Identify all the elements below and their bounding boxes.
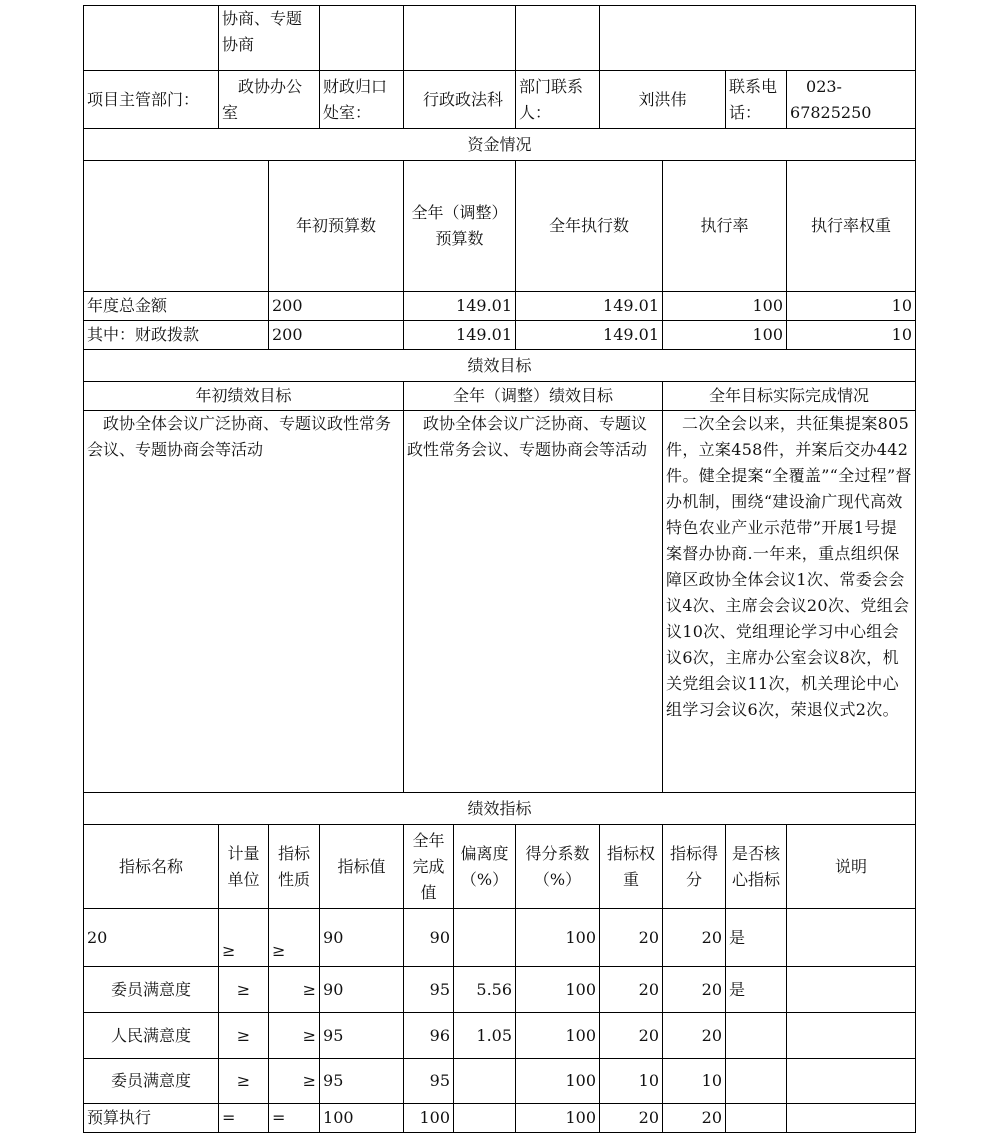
goals-header-initial: 年初绩效目标 (84, 382, 404, 411)
funds-row (84, 292, 916, 321)
ind-row-value: 90 (320, 967, 404, 1013)
project-row (84, 6, 916, 71)
goals-header-actual: 全年目标实际完成情况 (663, 382, 916, 411)
ind-row-deviation: 5.56 (454, 967, 516, 1013)
funds-header-adjusted: 全年（调整）预算数 (404, 161, 516, 292)
ind-row-coef: 100 (516, 967, 600, 1013)
ind-row-coef: 100 (516, 1013, 600, 1059)
ind-row-note (787, 1013, 916, 1059)
ind-row-nature: ≥ (269, 1059, 320, 1104)
ind-row-score: 20 (663, 967, 726, 1013)
ind-row-nature: ≥ (269, 1013, 320, 1059)
ind-header-weight: 指标权重 (600, 825, 663, 909)
ind-row-name: 20 (84, 909, 219, 967)
goals-adjusted-text: 政协全体会议广泛协商、专题议政性常务会议、专题协商会等活动 (404, 411, 663, 793)
funds-row-rate: 100 (663, 321, 787, 350)
project-cell-empty (600, 6, 916, 71)
ind-row-completed: 95 (404, 967, 454, 1013)
ind-row-weight: 20 (600, 967, 663, 1013)
ind-row-unit: = (219, 1104, 269, 1133)
indicator-row (84, 1104, 916, 1133)
ind-row-unit: ≥ (219, 909, 269, 967)
project-cell-empty (404, 6, 516, 71)
phone-value: 023-67825250 (787, 71, 916, 129)
ind-row-name: 预算执行 (84, 1104, 219, 1133)
funds-header-weight: 执行率权重 (787, 161, 916, 292)
funds-row-adjusted: 149.01 (404, 292, 516, 321)
ind-row-unit: ≥ (219, 1059, 269, 1104)
ind-header-nature: 指标性质 (269, 825, 320, 909)
ind-row-coef: 100 (516, 1104, 600, 1133)
funds-header-rate: 执行率 (663, 161, 787, 292)
funds-section-title: 资金情况 (84, 129, 916, 161)
goals-section-title: 绩效目标 (84, 350, 916, 382)
dept-label: 项目主管部门： (84, 71, 219, 129)
phone-label: 联系电话： (726, 71, 787, 129)
indicators-header-row (84, 825, 916, 909)
ind-row-value: 100 (320, 1104, 404, 1133)
ind-row-coef: 100 (516, 909, 600, 967)
ind-row-completed: 95 (404, 1059, 454, 1104)
ind-header-name: 指标名称 (84, 825, 219, 909)
funds-row-label: 年度总金额 (84, 292, 269, 321)
dept-value: 政协办公室 (219, 71, 320, 129)
ind-row-completed: 96 (404, 1013, 454, 1059)
ind-row-name: 委员满意度 (84, 967, 219, 1013)
performance-table (83, 5, 916, 1133)
goals-actual-text: 二次全会以来，共征集提案805件，立案458件，并案后交办442件。健全提案“全覆盖”“全过程”督办机制，围绕“建设渝广现代高效特色农业产业示范带”开展1号提案督办协商.一年来，重点组织保障区政协全体会议1次、常委会会议4次、主席会会议20次、党组会议10次、党组理论学习中心组会议6次，主席办公室会议8次，机关党组会议11次，机关理论中心组学习会议6次，荣退仪式2次。 (663, 411, 916, 793)
ind-header-core: 是否核心指标 (726, 825, 787, 909)
goals-content-row (84, 411, 916, 793)
funds-header-initial: 年初预算数 (269, 161, 404, 292)
goals-section-row (84, 350, 916, 382)
funds-row-adjusted: 149.01 (404, 321, 516, 350)
funds-row-weight: 10 (787, 292, 916, 321)
ind-row-weight: 20 (600, 909, 663, 967)
ind-row-deviation: 1.05 (454, 1013, 516, 1059)
ind-row-completed: 90 (404, 909, 454, 967)
ind-row-unit: ≥ (219, 1013, 269, 1059)
finance-value: 行政政法科 (404, 71, 516, 129)
project-cell-empty (84, 6, 219, 71)
ind-row-weight: 20 (600, 1013, 663, 1059)
indicators-section-row (84, 793, 916, 825)
ind-row-score: 20 (663, 1013, 726, 1059)
ind-row-score: 10 (663, 1059, 726, 1104)
ind-row-nature: ≥ (269, 967, 320, 1013)
ind-row-unit: ≥ (219, 967, 269, 1013)
ind-row-note (787, 967, 916, 1013)
ind-row-weight: 20 (600, 1104, 663, 1133)
contact-label: 部门联系人： (516, 71, 600, 129)
ind-row-core (726, 1013, 787, 1059)
funds-row-executed: 149.01 (516, 292, 663, 321)
ind-row-value: 90 (320, 909, 404, 967)
indicator-row (84, 1013, 916, 1059)
ind-row-coef: 100 (516, 1059, 600, 1104)
funds-header-executed: 全年执行数 (516, 161, 663, 292)
ind-header-completed: 全年完成值 (404, 825, 454, 909)
ind-row-completed: 100 (404, 1104, 454, 1133)
finance-label: 财政归口处室： (320, 71, 404, 129)
indicators-section-title: 绩效指标 (84, 793, 916, 825)
ind-row-nature: = (269, 1104, 320, 1133)
indicator-row (84, 909, 916, 967)
goals-header-adjusted: 全年（调整）绩效目标 (404, 382, 663, 411)
ind-row-deviation (454, 909, 516, 967)
project-name-cont: 协商、专题协商 (219, 6, 320, 71)
ind-header-value: 指标值 (320, 825, 404, 909)
goals-initial-text: 政协全体会议广泛协商、专题议政性常务会议、专题协商会等活动 (84, 411, 404, 793)
ind-row-score: 20 (663, 1104, 726, 1133)
contact-value: 刘洪伟 (600, 71, 726, 129)
funds-row (84, 321, 916, 350)
ind-header-note: 说明 (787, 825, 916, 909)
funds-header-empty (84, 161, 269, 292)
ind-header-coef: 得分系数（%） (516, 825, 600, 909)
ind-row-core (726, 1059, 787, 1104)
ind-row-nature: ≥ (269, 909, 320, 967)
funds-row-initial: 200 (269, 292, 404, 321)
ind-row-core: 是 (726, 909, 787, 967)
funds-row-rate: 100 (663, 292, 787, 321)
funds-row-executed: 149.01 (516, 321, 663, 350)
ind-header-score: 指标得分 (663, 825, 726, 909)
project-cell-empty (320, 6, 404, 71)
indicator-row (84, 967, 916, 1013)
ind-row-core: 是 (726, 967, 787, 1013)
ind-row-name: 人民满意度 (84, 1013, 219, 1059)
ind-row-note (787, 1104, 916, 1133)
ind-row-score: 20 (663, 909, 726, 967)
funds-row-label: 其中：财政拨款 (84, 321, 269, 350)
funds-row-initial: 200 (269, 321, 404, 350)
funds-header-row (84, 161, 916, 292)
ind-row-note (787, 909, 916, 967)
indicator-row (84, 1059, 916, 1104)
ind-row-value: 95 (320, 1013, 404, 1059)
goals-header-row (84, 382, 916, 411)
dept-row (84, 71, 916, 129)
ind-row-core (726, 1104, 787, 1133)
ind-row-weight: 10 (600, 1059, 663, 1104)
ind-row-note (787, 1059, 916, 1104)
ind-row-name: 委员满意度 (84, 1059, 219, 1104)
ind-row-value: 95 (320, 1059, 404, 1104)
funds-section-row (84, 129, 916, 161)
ind-row-deviation (454, 1059, 516, 1104)
funds-row-weight: 10 (787, 321, 916, 350)
ind-row-deviation (454, 1104, 516, 1133)
ind-header-deviation: 偏离度（%） (454, 825, 516, 909)
ind-header-unit: 计量单位 (219, 825, 269, 909)
project-cell-empty (516, 6, 600, 71)
